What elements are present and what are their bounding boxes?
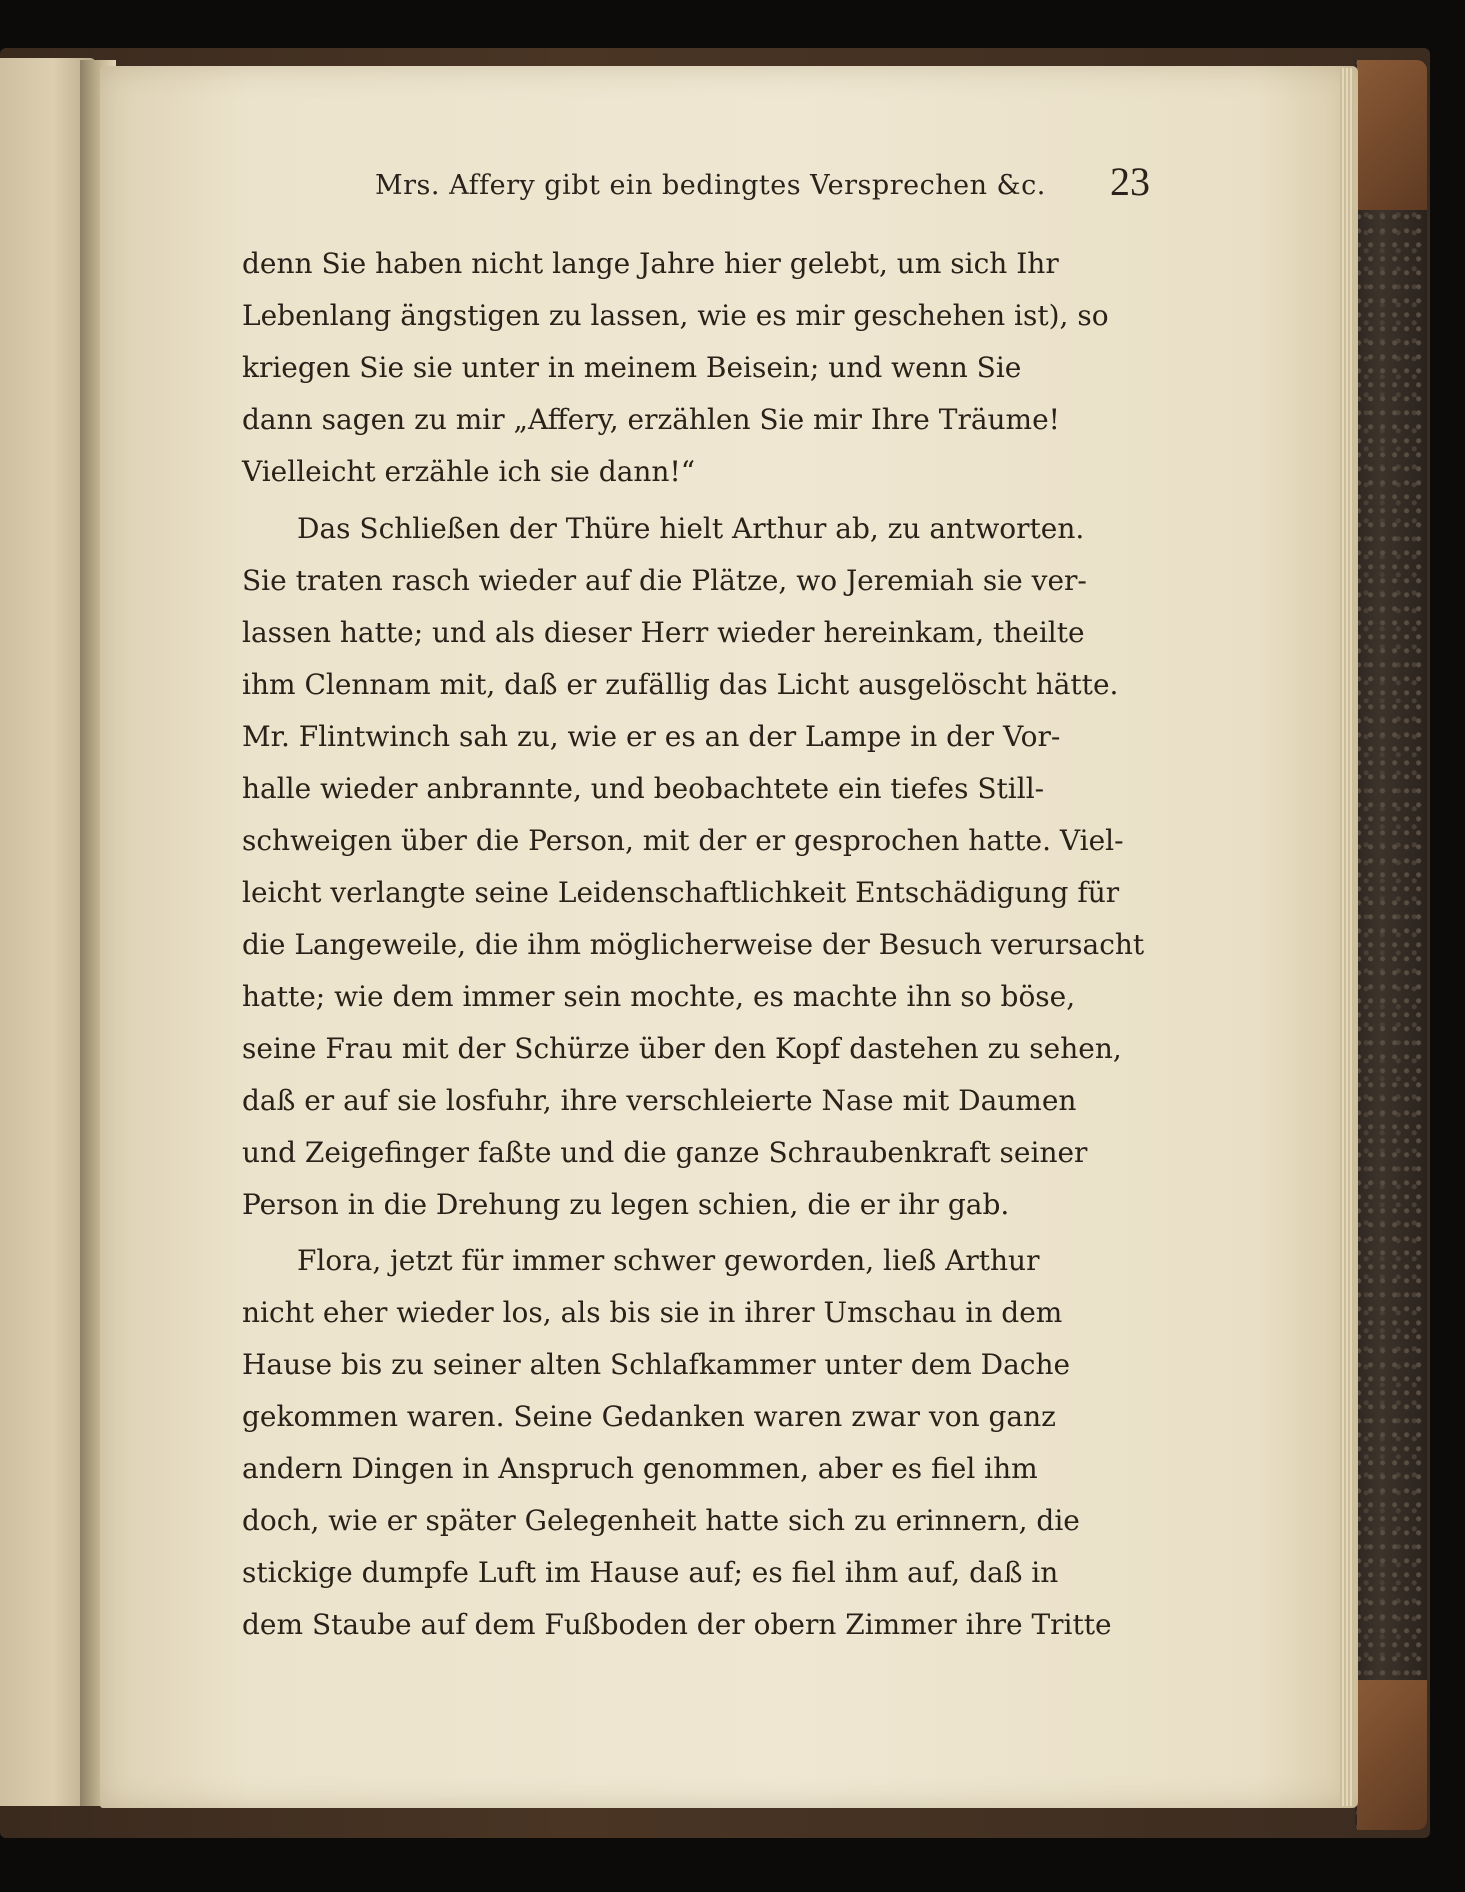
text-line: doch, wie er später Gelegenheit hatte sich zu erinnern, die [242, 1504, 1080, 1537]
text-line: Lebenlang ängstigen zu lassen, wie es mir geschehen ist), so [242, 299, 1109, 332]
text-line: lassen hatte; und als dieser Herr wieder hereinkam, theilte [242, 616, 1085, 649]
page-number: 23 [1110, 159, 1150, 204]
text-line: schweigen über die Person, mit der er gesprochen hatte. Viel- [242, 824, 1124, 857]
cover-board-edge [1355, 60, 1427, 1828]
text-line: die Langeweile, die ihm möglicherweise der Besuch verursacht [242, 928, 1145, 961]
text-line: dann sagen zu mir „Affery, erzählen Sie mir Ihre Träume! [242, 403, 1060, 436]
leather-corner-bottom [1357, 1680, 1427, 1830]
text-line: leicht verlangte seine Leidenschaftlichkeit Entschädigung für [242, 876, 1120, 909]
leather-corner-top [1357, 60, 1427, 210]
text-line: Flora, jetzt für immer schwer geworden, ließ Arthur [297, 1244, 1040, 1277]
text-line: gekommen waren. Seine Gedanken waren zwar von ganz [242, 1400, 1056, 1433]
text-line: Sie traten rasch wieder auf die Plätze, wo Jeremiah sie ver- [242, 564, 1087, 597]
page-header [375, 158, 1150, 210]
text-line: daß er auf sie losfuhr, ihre verschleierte Nase mit Daumen [242, 1084, 1077, 1117]
text-line: ihm Clennam mit, daß er zufällig das Licht ausgelöscht hätte. [242, 668, 1119, 701]
text-line: kriegen Sie sie unter in meinem Beisein; und wenn Sie [242, 351, 1022, 384]
text-line: Mr. Flintwinch sah zu, wie er es an der Lampe in der Vor- [242, 720, 1061, 753]
text-line: andern Dingen in Anspruch genommen, aber es fiel ihm [242, 1452, 1038, 1485]
text-line: denn Sie haben nicht lange Jahre hier gelebt, um sich Ihr [242, 247, 1059, 280]
text-line: Hause bis zu seiner alten Schlafkammer unter dem Dache [242, 1348, 1071, 1381]
page-edges [1340, 68, 1354, 1806]
text-line: stickige dumpfe Luft im Hause auf; es fiel ihm auf, daß in [242, 1556, 1059, 1589]
page-body [242, 238, 1152, 1641]
text-line: hatte; wie dem immer sein mochte, es machte ihn so böse, [242, 980, 1076, 1013]
text-line: und Zeigefinger faßte und die ganze Schraubenkraft seiner [242, 1136, 1088, 1169]
text-line: halle wieder anbrannte, und beobachtete ein tiefes Still- [242, 772, 1045, 805]
running-title: Mrs. Affery gibt ein bedingtes Versprechen &c. [375, 170, 1046, 201]
text-line: nicht eher wieder los, als bis sie in ihrer Umschau in dem [242, 1296, 1063, 1329]
text-line: Person in die Drehung zu legen schien, die er ihr gab. [242, 1188, 1010, 1221]
text-line: Vielleicht erzähle ich sie dann!“ [242, 455, 696, 488]
text-line: dem Staube auf dem Fußboden der obern Zimmer ihre Tritte [242, 1608, 1112, 1641]
text-line: Das Schließen der Thüre hielt Arthur ab, zu antworten. [297, 512, 1085, 545]
text-line: seine Frau mit der Schürze über den Kopf dastehen zu sehen, [242, 1032, 1122, 1065]
